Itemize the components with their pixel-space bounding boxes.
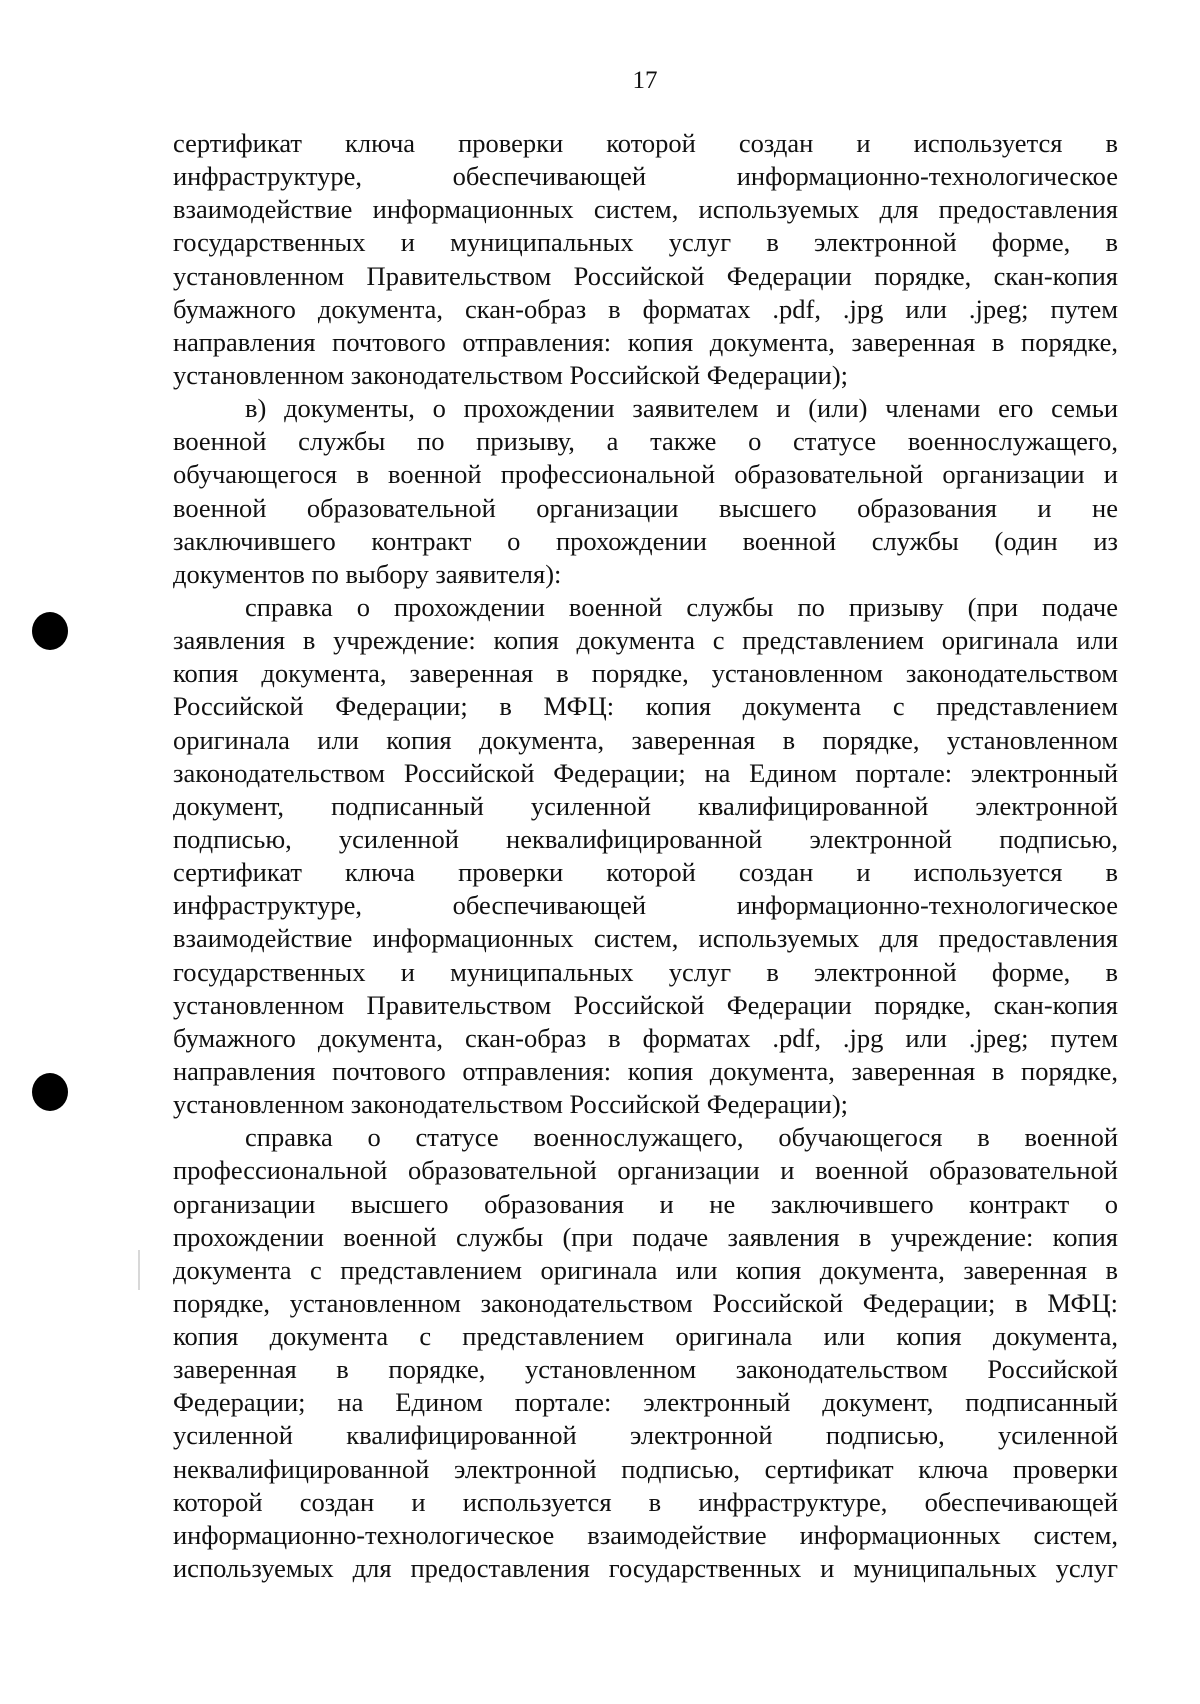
text-line: документа с представлением оригинала или копия документа, заверенная в — [173, 1254, 1118, 1285]
text-line: инфраструктуре, обеспечивающей информационно-технологическое — [173, 890, 1118, 921]
text-line: копия документа с представлением оригинала или копия документа, — [173, 1321, 1118, 1352]
text-line: усиленной квалифицированной электронной подписью, усиленной — [173, 1420, 1118, 1451]
paragraph-first-line: справка о прохождении военной службы по призыву (при подаче — [245, 591, 1118, 622]
text-line: Федерации; на Едином портале: электронный документ, подписанный — [173, 1387, 1118, 1418]
text-line: используемых для предоставления государственных и муниципальных услуг — [173, 1553, 1118, 1584]
paragraph-end-line: установленном законодательством Российской Федерации); — [173, 1089, 849, 1120]
text-line: профессиональной образовательной организации и военной образовательной — [173, 1155, 1118, 1186]
text-line: установленном Правительством Российской Федерации порядке, скан-копия — [173, 989, 1118, 1020]
text-line: неквалифицированной электронной подписью, сертификат ключа проверки — [173, 1453, 1118, 1484]
text-line: заверенная в порядке, установленном законодательством Российской — [173, 1354, 1118, 1385]
text-line: заключившего контракт о прохождении военной службы (один из — [173, 525, 1118, 556]
text-line: инфраструктуре, обеспечивающей информационно-технологическое — [173, 161, 1118, 192]
text-line: подписью, усиленной неквалифицированной электронной подписью, — [173, 823, 1118, 854]
text-line: организации высшего образования и не заключившего контракт о — [173, 1188, 1118, 1219]
text-line: взаимодействие информационных систем, используемых для предоставления — [173, 923, 1118, 954]
text-line: сертификат ключа проверки которой создан и используется в — [173, 128, 1118, 158]
text-line: государственных и муниципальных услуг в электронной форме, в — [173, 227, 1118, 258]
paragraph-end-line: документов по выбору заявителя): — [173, 558, 562, 589]
text-line: бумажного документа, скан-образ в форматах .pdf, .jpg или .jpeg; путем — [173, 293, 1118, 324]
paragraph-end-line: установленном законодательством Российской Федерации); — [173, 359, 849, 390]
text-line: Российской Федерации; в МФЦ: копия документа с представлением — [173, 691, 1118, 722]
document-body — [173, 127, 1118, 1585]
text-line: направления почтового отправления: копия документа, заверенная в порядке, — [173, 1055, 1118, 1086]
text-line: законодательством Российской Федерации; на Едином портале: электронный — [173, 757, 1118, 788]
page-number: 17 — [632, 67, 658, 94]
text-line: оригинала или копия документа, заверенная в порядке, установленном — [173, 724, 1118, 755]
text-line: военной службы по призыву, а также о статусе военнослужащего, — [173, 426, 1118, 457]
text-line: документ, подписанный усиленной квалифицированной электронной — [173, 790, 1118, 821]
text-line: прохождении военной службы (при подаче заявления в учреждение: копия — [173, 1221, 1118, 1252]
text-line: порядке, установленном законодательством Российской Федерации; в МФЦ: — [173, 1287, 1118, 1318]
text-line: военной образовательной организации высшего образования и не — [173, 492, 1118, 523]
text-line: бумажного документа, скан-образ в форматах .pdf, .jpg или .jpeg; путем — [173, 1022, 1118, 1053]
text-line: копия документа, заверенная в порядке, установленном законодательством — [173, 658, 1118, 689]
text-line: обучающегося в военной профессиональной образовательной организации и — [173, 459, 1118, 490]
text-line: информационно-технологическое взаимодействие информационных систем, — [173, 1519, 1118, 1550]
text-line: сертификат ключа проверки которой создан и используется в — [173, 857, 1118, 888]
text-line: которой создан и используется в инфраструктуре, обеспечивающей — [173, 1486, 1118, 1517]
scan-speck — [138, 1250, 140, 1290]
paragraph-first-line: справка о статусе военнослужащего, обучающегося в военной — [245, 1122, 1118, 1153]
text-line: установленном Правительством Российской Федерации порядке, скан-копия — [173, 260, 1118, 291]
text-line: заявления в учреждение: копия документа с представлением оригинала или — [173, 625, 1118, 656]
punch-hole-mark — [32, 612, 68, 650]
punch-hole-mark — [32, 1073, 68, 1111]
text-line: направления почтового отправления: копия документа, заверенная в порядке, — [173, 326, 1118, 357]
paragraph-first-line: в) документы, о прохождении заявителем и (или) членами его семьи — [245, 393, 1118, 424]
text-line: взаимодействие информационных систем, используемых для предоставления — [173, 194, 1118, 225]
text-line: государственных и муниципальных услуг в электронной форме, в — [173, 956, 1118, 987]
